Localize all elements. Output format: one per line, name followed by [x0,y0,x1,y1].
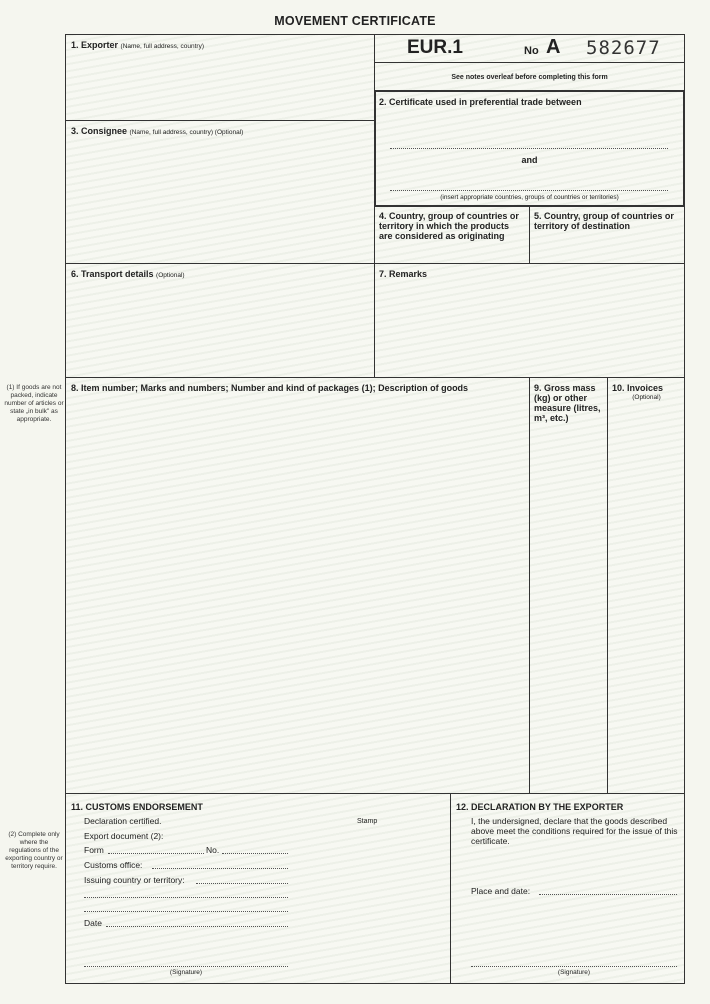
place-date-label: Place and date: [471,886,531,896]
transport-field[interactable] [66,281,373,376]
box-7-label: 7. Remarks [379,269,428,279]
divider-v-4-5 [529,207,530,263]
customs-office-label: Customs office: [84,860,143,870]
issuing-country-field[interactable] [196,883,288,884]
box-1-label: 1. Exporter (Name, full address, country) [71,40,204,50]
footnote-2: (2) Complete only where the regulations of the exporting country or territory require. [5,831,63,870]
box-2-line-1[interactable] [390,148,668,149]
issuing-country-line-2[interactable] [84,897,288,898]
customs-office-field[interactable] [152,868,288,869]
exporter-signature-field[interactable] [471,966,677,967]
divider-h2 [65,263,685,264]
notes-text: See notes overleaf before completing this form [451,74,608,81]
box-3-label: 3. Consignee (Name, full address, country) (Optional) [71,126,244,136]
declaration-certified: Declaration certified. [84,816,162,826]
series-letter: A [546,36,561,58]
and-label: and [521,155,538,165]
consignee-field[interactable] [66,138,373,262]
eur1-label: EUR.1 [407,37,463,58]
box-11-label: 11. CUSTOMS ENDORSEMENT [71,802,203,812]
box-9-label: 9. Gross mass (kg) or other measure (litres, m³, etc.) [534,383,601,423]
export-document-label: Export document (2): [84,831,164,841]
box-4-label: 4. Country, group of countries or territory in which the products are considered as originating [379,211,519,241]
divider-h3 [65,377,685,378]
box-12-label: 12. DECLARATION BY THE EXPORTER [456,802,624,812]
box-5-label: 5. Country, group of countries or territory of destination [534,211,674,231]
divider-h1 [65,120,374,121]
customs-signature-label: (Signature) [169,969,203,976]
invoices-field[interactable] [608,405,684,792]
footnote-1: (1) If goods are not packed, indicate number of articles or state „in bulk" as appropriate. [4,384,64,423]
customs-signature-field[interactable] [84,966,288,967]
page-title: MOVEMENT CERTIFICATE [274,14,436,28]
issuing-country-label: Issuing country or territory: [84,875,185,885]
divider-v-11-12 [450,793,451,984]
divider-h-header [374,62,685,63]
box-2-line-2[interactable] [390,190,668,191]
box-2-hint: (insert appropriate countries, groups of countries or territories) [440,194,619,201]
place-date-field[interactable] [539,894,677,895]
goods-description-field[interactable] [66,398,528,792]
stamp-label: Stamp [357,818,378,825]
box-10-label: 10. Invoices [612,383,664,393]
box-2-label: 2. Certificate used in preferential trade between [379,97,582,107]
form-field[interactable] [108,853,204,854]
date-field[interactable] [106,926,288,927]
box-10-hint: (Optional) [632,394,661,401]
no-field-label: No. [206,845,220,855]
no-label: No [524,45,539,57]
certificate-number: 582677 [586,37,661,59]
no-field[interactable] [222,853,288,854]
exporter-declaration: I, the undersigned, declare that the goods described above meet the conditions required for the issue of this certificate. [471,816,678,846]
divider-h4 [65,793,685,794]
box-6-label: 6. Transport details (Optional) [71,269,185,279]
exporter-signature-label: (Signature) [557,969,591,976]
gross-mass-field[interactable] [530,430,606,792]
exporter-field[interactable] [66,52,373,119]
issuing-country-line-3[interactable] [84,911,288,912]
date-label: Date [84,918,102,928]
box-8-label: 8. Item number; Marks and numbers; Number and kind of packages (1); Description of goods [71,383,469,393]
form-label: Form [84,845,104,855]
remarks-field[interactable] [375,281,684,376]
